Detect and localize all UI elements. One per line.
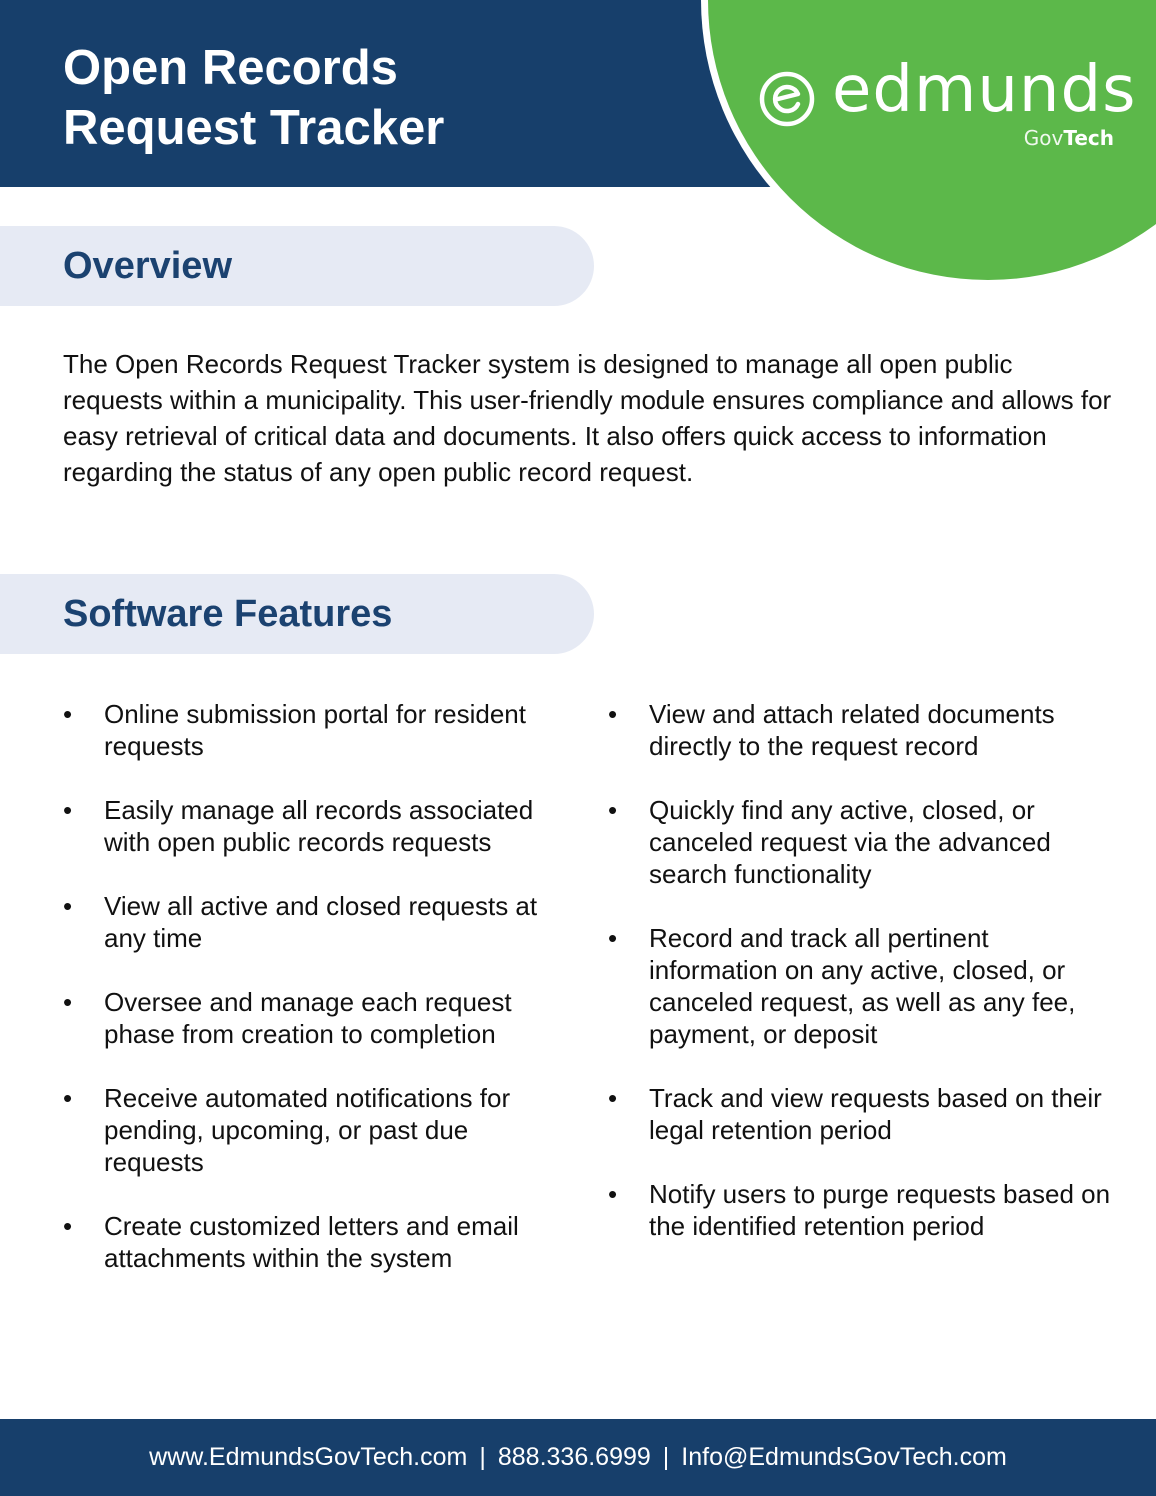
feature-item xyxy=(603,1178,1113,1242)
feature-item xyxy=(58,890,568,954)
feature-text: View and attach related documents directly to the request record xyxy=(649,699,1055,761)
feature-text: Quickly find any active, closed, or canceled request via the advanced search functionality xyxy=(649,795,1051,889)
logo-subtitle xyxy=(1024,126,1114,150)
edmunds-logo xyxy=(758,53,1137,156)
feature-item xyxy=(58,1082,568,1178)
footer-website-link[interactable]: www.EdmundsGovTech.com xyxy=(149,1443,468,1471)
footer-separator: | xyxy=(479,1443,486,1471)
feature-list-left xyxy=(58,698,568,1306)
bullet-icon: • xyxy=(63,699,73,729)
bullet-icon: • xyxy=(608,1083,618,1113)
bullet-icon: • xyxy=(63,891,73,921)
bullet-icon: • xyxy=(63,987,73,1017)
feature-text: Oversee and manage each request phase from creation to completion xyxy=(104,987,512,1049)
footer-email-link[interactable]: Info@EdmundsGovTech.com xyxy=(681,1443,1007,1471)
bullet-icon: • xyxy=(608,795,618,825)
bullet-icon: • xyxy=(63,1211,73,1241)
feature-text: Create customized letters and email attachments within the system xyxy=(104,1211,519,1273)
feature-item xyxy=(603,1082,1113,1146)
page-title xyxy=(63,38,683,158)
page-title-line-1: Open Records xyxy=(63,41,398,95)
feature-list-right xyxy=(603,698,1113,1274)
footer-bar xyxy=(0,1419,1156,1496)
feature-text: Receive automated notifications for pending, upcoming, or past due requests xyxy=(104,1083,511,1177)
bullet-icon: • xyxy=(608,699,618,729)
logo-wordmark: edmunds xyxy=(832,53,1137,127)
feature-text: Notify users to purge requests based on the identified retention period xyxy=(649,1179,1111,1241)
logo-sub-tech: Tech xyxy=(1063,126,1114,150)
feature-text: Track and view requests based on their legal retention period xyxy=(649,1083,1102,1145)
feature-item xyxy=(58,1210,568,1274)
logo-sub-gov: Gov xyxy=(1023,126,1064,150)
features-heading-pill xyxy=(0,574,594,654)
page-title-line-2: Request Tracker xyxy=(63,101,445,155)
footer-phone[interactable]: 888.336.6999 xyxy=(497,1443,651,1471)
bullet-icon: • xyxy=(608,1179,618,1209)
feature-item xyxy=(58,986,568,1050)
feature-text: Easily manage all records associated with open public records requests xyxy=(104,795,534,857)
feature-text: Record and track all pertinent information on any active, closed, or canceled request, as well as any fee, payment, or deposit xyxy=(649,923,1076,1049)
feature-item xyxy=(58,794,568,858)
feature-text: View all active and closed requests at any time xyxy=(104,891,538,953)
edmunds-e-icon xyxy=(758,70,816,128)
overview-body: The Open Records Request Tracker system is designed to manage all open public requests within a municipality. This user-friendly module ensures compliance and allows for easy retrieval of critical data and documents. It also offers quick access to information regarding the status of any open public record request. xyxy=(63,349,1112,487)
feature-item xyxy=(603,698,1113,762)
bullet-icon: • xyxy=(608,923,618,953)
overview-heading: Overview xyxy=(63,245,232,287)
feature-item xyxy=(58,698,568,762)
bullet-icon: • xyxy=(63,1083,73,1113)
bullet-icon: • xyxy=(63,795,73,825)
overview-heading-pill xyxy=(0,226,594,306)
feature-item xyxy=(603,922,1113,1050)
feature-text: Online submission portal for resident requests xyxy=(104,699,526,761)
footer-separator: | xyxy=(662,1443,670,1471)
features-heading: Software Features xyxy=(63,593,393,635)
feature-item xyxy=(603,794,1113,890)
